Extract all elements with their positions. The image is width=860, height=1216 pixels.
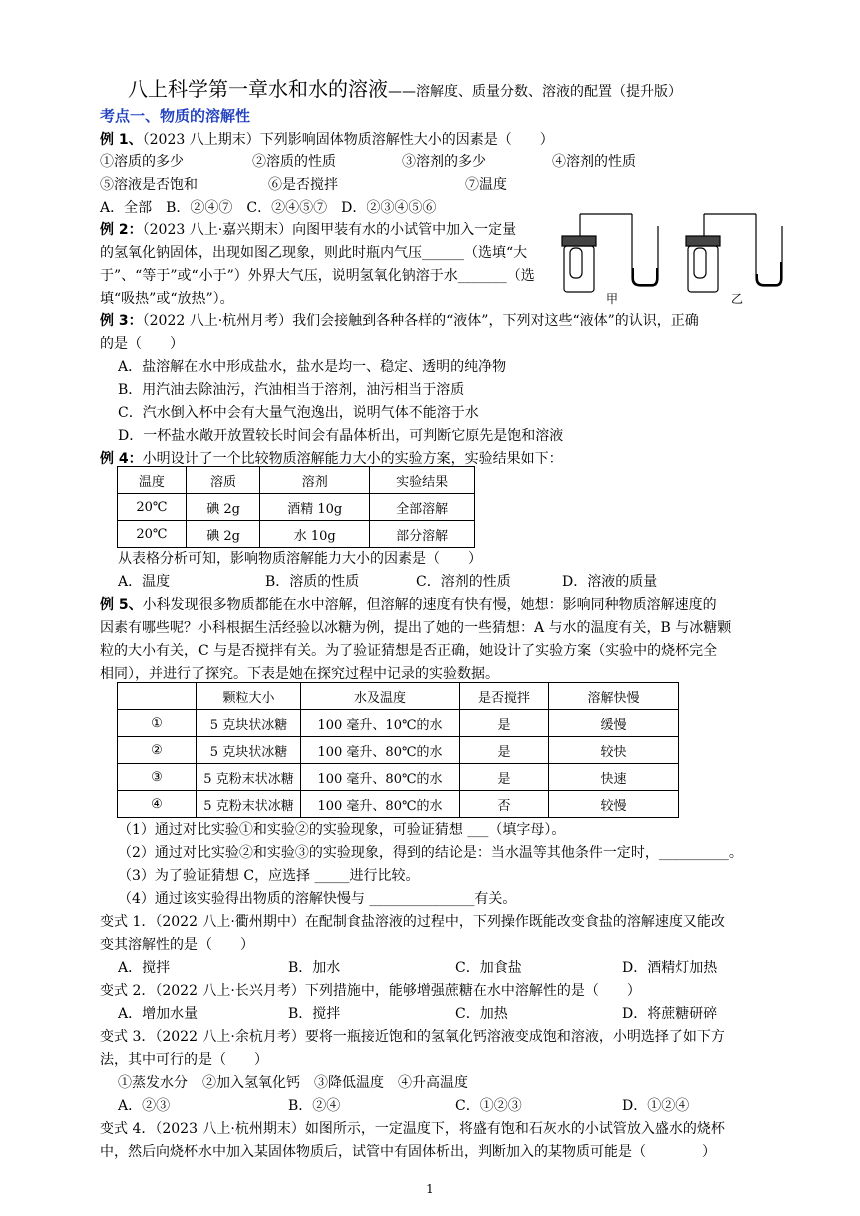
table-cell: 缓慢 — [549, 710, 679, 737]
table-header: 溶质 — [186, 467, 259, 494]
variant4-line: 中，然后向烧杯水中加入某固体物质后，试管中有固体析出，判断加入的某物质可能是（ ） — [100, 1144, 716, 1160]
ex2-line: 于”、“等于”或“小于”）外界大气压，说明氢氧化钠溶于水_______（选 — [100, 268, 535, 284]
variant3-option: A．②③ — [118, 1098, 171, 1114]
ex4-option: A．温度 — [118, 574, 171, 590]
variant3-option: D．①②④ — [622, 1098, 690, 1114]
ex4-tag: 例 4： — [100, 451, 143, 467]
variant1-option: C．加食盐 — [455, 960, 522, 976]
ex2-line: 的氢氧化钠固体，出现如图乙现象，则此时瓶内气压______（选填“大 — [100, 245, 528, 261]
table-cell: 20℃ — [118, 494, 187, 521]
ex5-line — [100, 595, 717, 615]
table-header-row — [118, 683, 679, 710]
table-row — [118, 494, 475, 521]
table-cell: 碘 2g — [186, 521, 259, 548]
page-title — [128, 76, 682, 105]
ex1-factor: ③溶剂的多少 — [402, 154, 486, 170]
variant1-line: 变其溶解性的是（ ） — [100, 937, 254, 953]
variant1-option: B．加水 — [288, 960, 341, 976]
table-cell: 是 — [460, 710, 549, 737]
ex2-line — [100, 220, 516, 240]
variant3-line: 变式 3．（2022 八上·余杭月考）要将一瓶接近饱和的氢氧化钙溶液变成饱和溶液，小明选择了如下方 — [100, 1029, 725, 1045]
ex3-option: B．用汽油去除油污，汽油相当于溶剂，油污相当于溶质 — [118, 382, 465, 398]
table-row — [118, 737, 679, 764]
ex1-factor: ④溶剂的性质 — [552, 154, 636, 170]
table-cell: 水 10g — [260, 521, 370, 548]
variant4-line: 变式 4．（2023 八上·杭州期末）如图所示，一定温度下，将盛有饱和石灰水的小试管放入盛水的烧杯 — [100, 1121, 725, 1137]
table-cell: 是 — [460, 764, 549, 791]
table-cell: 碘 2g — [186, 494, 259, 521]
section-heading: 考点一、物质的溶解性 — [100, 107, 251, 125]
ex4-option: B．溶质的性质 — [265, 574, 360, 590]
ex5-subquestion: （3）为了验证猜想 C，应选择 _____进行比较。 — [118, 868, 420, 884]
variant2-line: 变式 2．（2022 八上·长兴月考）下列措施中，能够增强蔗糖在水中溶解性的是（ ） — [100, 983, 641, 999]
ex1-factor: ⑤溶液是否饱和 — [100, 177, 198, 193]
ex1-factor: ①溶质的多少 — [100, 154, 184, 170]
table-cell: ③ — [118, 764, 197, 791]
ex3-option: C．汽水倒入杯中会有大量气泡逸出，说明气体不能溶于水 — [118, 405, 479, 421]
variant3-methods: ①蒸发水分 ②加入氢氧化钙 ③降低温度 ④升高温度 — [118, 1075, 468, 1091]
page-number: 1 — [426, 1182, 434, 1196]
table-cell: 酒精 10g — [260, 494, 370, 521]
title-main: 八上科学第一章水和水的溶液 — [128, 77, 388, 101]
table-cell: 快速 — [549, 764, 679, 791]
table-cell: 5 克块状冰糖 — [197, 710, 301, 737]
ex1-text: （2023 八上期末）下列影响固体物质溶解性大小的因素是（ ） — [142, 132, 554, 148]
table-cell: 100 毫升、80℃的水 — [301, 737, 460, 764]
table-cell: ① — [118, 710, 197, 737]
table-row — [118, 710, 679, 737]
table-cell: ④ — [118, 791, 197, 818]
ex1-question — [100, 130, 554, 150]
ex1-factor: ⑦温度 — [465, 177, 507, 193]
ex5-line: 相同），并进行了探究。下表是她在探究过程中记录的实验数据。 — [100, 666, 499, 682]
table-cell: 5 克粉末状冰糖 — [197, 764, 301, 791]
table-cell: 20℃ — [118, 521, 187, 548]
ex5-subquestion: （2）通过对比实验②和实验③的实验现象，得到的结论是：当水温等其他条件一定时，__________。 — [118, 845, 743, 861]
table-row — [118, 791, 679, 818]
ex5-line: 因素有哪些呢？小科根据生活经验以冰糖为例，提出了她的一些猜想：A 与水的温度有关，B 与冰糖颗 — [100, 620, 732, 636]
title-sub: ——溶解度、质量分数、溶液的配置（提升版） — [388, 84, 682, 100]
ex3-line: 的是（ ） — [100, 336, 184, 352]
table-cell: 100 毫升、10℃的水 — [301, 710, 460, 737]
variant1-option: A．搅拌 — [118, 960, 171, 976]
ex1-factor: ②溶质的性质 — [252, 154, 336, 170]
table-header: 颗粒大小 — [197, 683, 301, 710]
table-row — [118, 521, 475, 548]
table-row — [118, 764, 679, 791]
table-cell: 部分溶解 — [370, 521, 475, 548]
table-header: 溶剂 — [260, 467, 370, 494]
table-header: 实验结果 — [370, 467, 475, 494]
ex1-options: A．全部 B．②④⑦ C．②④⑤⑦ D．②③④⑤⑥ — [100, 200, 437, 216]
ex5-subquestion: （1）通过对比实验①和实验②的实验现象，可验证猜想 ___（填字母）。 — [118, 822, 566, 838]
table-cell: 100 毫升、80℃的水 — [301, 791, 460, 818]
ex3-text: （2022 八上·杭州月考）我们会接触到各种各样的“液体”，下列对这些“液体”的认识，正确 — [142, 313, 699, 329]
ex5-table — [117, 682, 679, 818]
figure-label-a: 甲 — [606, 292, 619, 306]
ex3-tag: 例 3： — [100, 313, 143, 329]
ex3-option: A．盐溶解在水中形成盐水，盐水是均一、稳定、透明的纯净物 — [118, 359, 507, 375]
ex2-text: （2023 八上·嘉兴期末）向图甲装有水的小试管中加入一定量 — [142, 222, 517, 238]
ex3-option: D．一杯盐水敞开放置较长时间会有晶体析出，可判断它原先是饱和溶液 — [118, 428, 564, 444]
ex2-line: 填“吸热”或“放热”）。 — [100, 291, 234, 307]
table-header: 温度 — [118, 467, 187, 494]
ex1-tag: 例 1、 — [100, 132, 143, 148]
ex5-text: 小科发现很多物质都能在水中溶解，但溶解的速度有快有慢，她想：影响同种物质溶解速度的 — [142, 597, 717, 613]
table-cell: 100 毫升、80℃的水 — [301, 764, 460, 791]
table-cell: 5 克粉末状冰糖 — [197, 791, 301, 818]
ex5-line: 粒的大小有关，C 与是否搅拌有关。为了验证猜想是否正确，她设计了实验方案（实验中的烧杯完全 — [100, 643, 718, 659]
table-header — [118, 683, 197, 710]
table-cell: 全部溶解 — [370, 494, 475, 521]
variant2-option: C．加热 — [455, 1006, 508, 1022]
table-cell: 较快 — [549, 737, 679, 764]
variant3-line: 法，其中可行的是（ ） — [100, 1052, 268, 1068]
variant1-line: 变式 1．（2022 八上·衢州期中）在配制食盐溶液的过程中，下列操作既能改变食盐的溶解速度又能改 — [100, 914, 725, 930]
ex4-text: 小明设计了一个比较物质溶解能力大小的实验方案，实验结果如下： — [142, 451, 563, 467]
ex5-tag: 例 5、 — [100, 597, 143, 613]
variant2-option: D．将蔗糖研碎 — [622, 1006, 718, 1022]
ex4-followup: 从表格分析可知，影响物质溶解能力大小的因素是（ ） — [118, 551, 482, 567]
ex4-option: D．溶液的质量 — [562, 574, 658, 590]
table-header: 是否搅拌 — [460, 683, 549, 710]
table-cell: 5 克块状冰糖 — [197, 737, 301, 764]
ex1-factor: ⑥是否搅拌 — [268, 177, 338, 193]
table-cell: ② — [118, 737, 197, 764]
table-header-row — [118, 467, 475, 494]
variant2-option: B．搅拌 — [288, 1006, 341, 1022]
table-cell: 较慢 — [549, 791, 679, 818]
table-header: 溶解快慢 — [549, 683, 679, 710]
ex5-subquestion: （4）通过该实验得出物质的溶解快慢与 _______________有关。 — [118, 891, 517, 907]
table-cell: 是 — [460, 737, 549, 764]
ex2-tag: 例 2： — [100, 222, 143, 238]
variant2-option: A．增加水量 — [118, 1006, 199, 1022]
figure-label-b: 乙 — [731, 292, 744, 306]
ex3-line — [100, 311, 699, 331]
variant3-option: B．②④ — [288, 1098, 341, 1114]
variant1-option: D．酒精灯加热 — [622, 960, 718, 976]
table-header: 水及温度 — [301, 683, 460, 710]
apparatus-figure — [560, 206, 810, 310]
ex4-option: C．溶剂的性质 — [416, 574, 511, 590]
table-cell: 否 — [460, 791, 549, 818]
ex4-table — [117, 466, 475, 548]
variant3-option: C．①②③ — [455, 1098, 522, 1114]
